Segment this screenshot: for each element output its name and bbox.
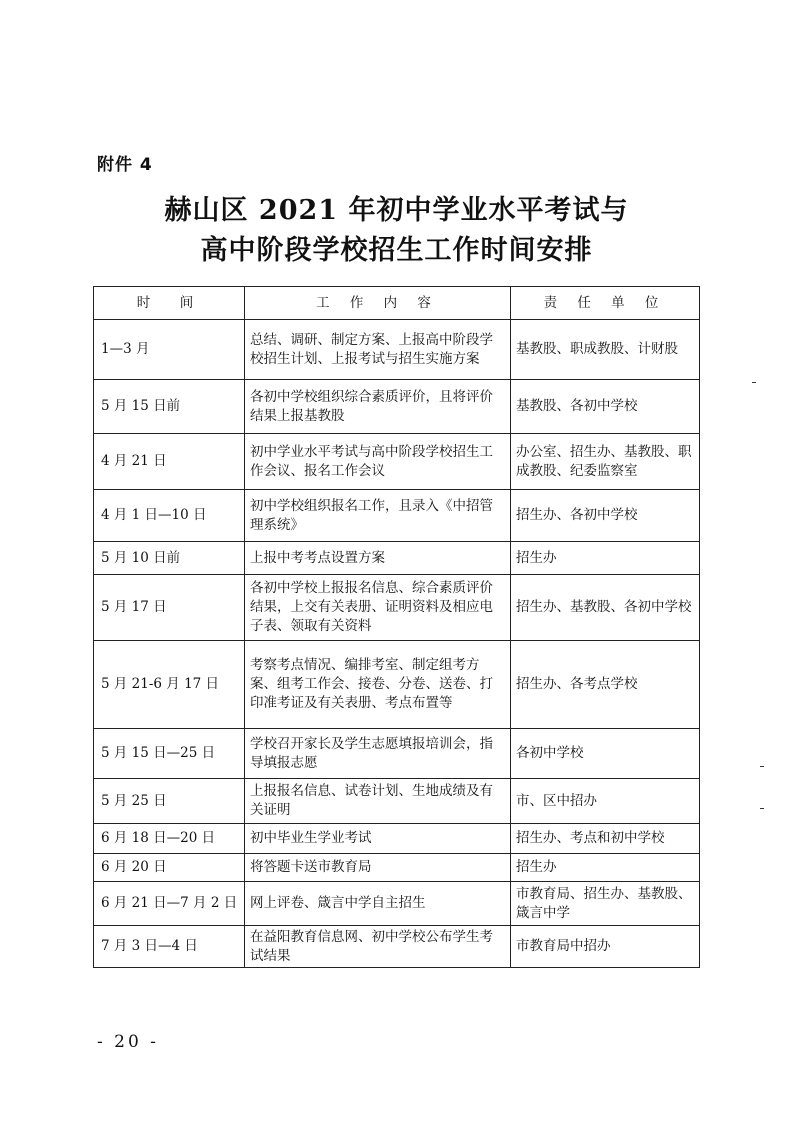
scan-mark xyxy=(752,382,756,383)
cell-time: 5 月 25 日 xyxy=(94,779,245,824)
page-number: - 20 - xyxy=(97,1032,159,1052)
scan-mark xyxy=(760,766,764,767)
cell-time: 4 月 21 日 xyxy=(94,434,245,490)
table-row xyxy=(94,854,700,882)
document-title-line-2: 高中阶段学校招生工作时间安排 xyxy=(200,235,593,266)
cell-work: 总结、调研、制定方案、上报高中阶段学校招生计划、上报考试与招生实施方案 xyxy=(245,320,511,380)
cell-work: 各初中学校组织综合素质评价，且将评价结果上报基教股 xyxy=(245,380,511,434)
table-row xyxy=(94,824,700,854)
cell-time: 6 月 18 日—20 日 xyxy=(94,824,245,854)
cell-work: 上报中考考点设置方案 xyxy=(245,542,511,575)
cell-time: 4 月 1 日—10 日 xyxy=(94,490,245,542)
table-row xyxy=(94,926,700,968)
cell-work: 初中学业水平考试与高中阶段学校招生工作会议、报名工作会议 xyxy=(245,434,511,490)
table-row xyxy=(94,729,700,779)
cell-time: 5 月 15 日前 xyxy=(94,380,245,434)
table-header-row xyxy=(94,287,700,320)
table-row xyxy=(94,542,700,575)
table-row xyxy=(94,490,700,542)
cell-unit: 市、区中招办 xyxy=(511,779,700,824)
cell-time: 5 月 17 日 xyxy=(94,575,245,641)
cell-work: 各初中学校上报报名信息、综合素质评价结果，上交有关表册、证明资料及相应电子表、领取有关资料 xyxy=(245,575,511,641)
table-row xyxy=(94,641,700,729)
header-unit: 责 任 单 位 xyxy=(511,287,700,320)
cell-work: 上报报名信息、试卷计划、生地成绩及有关证明 xyxy=(245,779,511,824)
cell-unit: 招生办、各初中学校 xyxy=(511,490,700,542)
table-row xyxy=(94,380,700,434)
table-row xyxy=(94,882,700,926)
cell-unit: 市教育局、招生办、基教股、箴言中学 xyxy=(511,882,700,926)
cell-work: 考察考点情况、编排考室、制定组考方案、组考工作会、接卷、分卷、送卷、打印准考证及有关表册、考点布置等 xyxy=(245,641,511,729)
cell-time: 7 月 3 日—4 日 xyxy=(94,926,245,968)
cell-unit: 办公室、招生办、基教股、职成教股、纪委监察室 xyxy=(511,434,700,490)
cell-time: 5 月 15 日—25 日 xyxy=(94,729,245,779)
table-row xyxy=(94,320,700,380)
cell-unit: 招生办 xyxy=(511,854,700,882)
cell-unit: 招生办、基教股、各初中学校 xyxy=(511,575,700,641)
cell-work: 初中学校组织报名工作，且录入《中招管理系统》 xyxy=(245,490,511,542)
cell-work: 将答题卡送市教育局 xyxy=(245,854,511,882)
table-row xyxy=(94,575,700,641)
table-row xyxy=(94,434,700,490)
attachment-label: 附件 4 xyxy=(97,155,153,175)
cell-unit: 各初中学校 xyxy=(511,729,700,779)
cell-work: 学校召开家长及学生志愿填报培训会，指导填报志愿 xyxy=(245,729,511,779)
scan-mark xyxy=(760,808,764,809)
cell-unit: 基教股、职成教股、计财股 xyxy=(511,320,700,380)
cell-time: 1—3 月 xyxy=(94,320,245,380)
cell-unit: 基教股、各初中学校 xyxy=(511,380,700,434)
cell-unit: 招生办、考点和初中学校 xyxy=(511,824,700,854)
cell-time: 6 月 21 日—7 月 2 日 xyxy=(94,882,245,926)
document-title-line-1: 赫山区 2021 年初中学业水平考试与 xyxy=(164,195,629,226)
cell-time: 6 月 20 日 xyxy=(94,854,245,882)
cell-unit: 招生办 xyxy=(511,542,700,575)
header-work: 工 作 内 容 xyxy=(245,287,511,320)
cell-work: 在益阳教育信息网、初中学校公布学生考试结果 xyxy=(245,926,511,968)
cell-unit: 招生办、各考点学校 xyxy=(511,641,700,729)
cell-work: 初中毕业生学业考试 xyxy=(245,824,511,854)
table-row xyxy=(94,779,700,824)
cell-work: 网上评卷、箴言中学自主招生 xyxy=(245,882,511,926)
header-time: 时 间 xyxy=(94,287,245,320)
cell-time: 5 月 10 日前 xyxy=(94,542,245,575)
cell-time: 5 月 21-6 月 17 日 xyxy=(94,641,245,729)
schedule-table xyxy=(93,286,700,968)
cell-unit: 市教育局中招办 xyxy=(511,926,700,968)
